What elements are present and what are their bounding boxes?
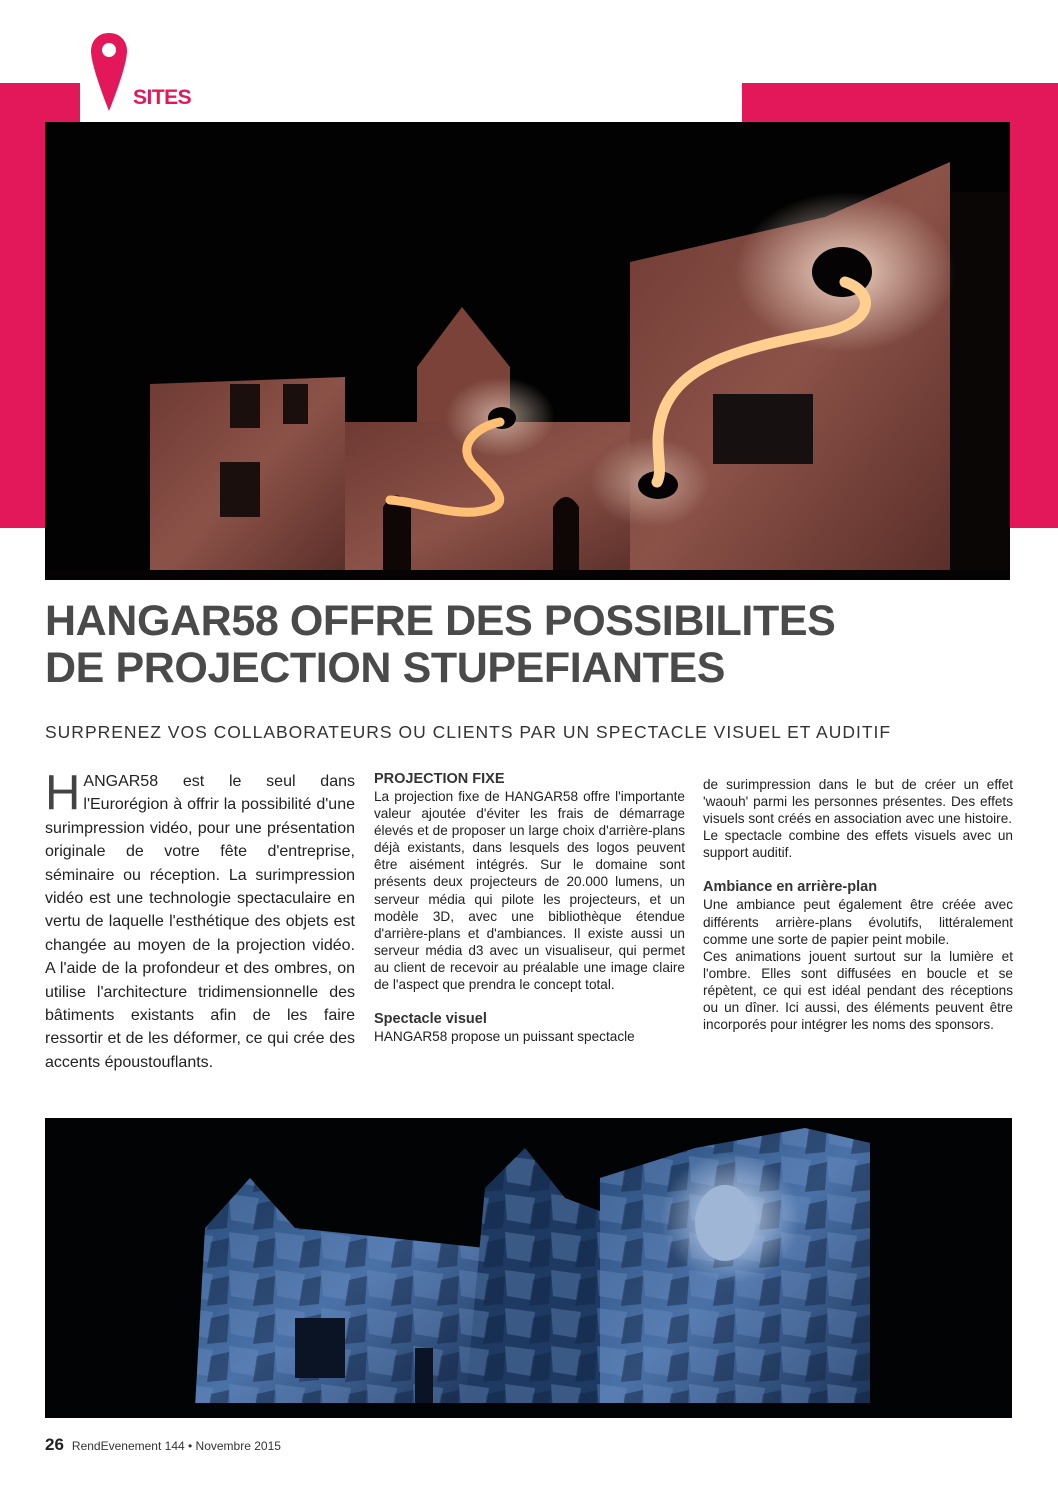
projection-fixe-text: La projection fixe de HANGAR58 offre l'importante valeur ajoutée d'éviter les frais de démarrage élevés et de proposer un large choix d'arrière-plans déjà existants, dans lesquels des logos peuvent être aisément intégrés. Sur le domaine sont présents deux projecteurs de 20.000 lumens, un serveur média qui pilote les projecteurs, et un modèle 3D, avec une bibliothèque étendue d'arrière-plans et d'ambiances. Il existe aussi un serveur média d3 avec un visualiseur, qui permet au client de recevoir au préalable une image claire de l'aspect que prendra le concept total. xyxy=(374,789,685,993)
headline-line-1: HANGAR58 OFFRE DES POSSIBILITES xyxy=(45,597,836,645)
intro-text: ANGAR58 est le seul dans l'Eurorégion à offrir la possibilité d'une surimpression vidéo, pour une présentation originale de votre fête d'entreprise, séminaire ou réception. La surimpression vidéo est une technologie spectaculaire en vertu de laquelle l'esthétique des objets est changée au moyen de la projection vidéo. A l'aide de la profondeur et des ombres, on utilise l'architecture tridimensionnelle des bâtiments existants afin de les faire ressortir et de les déformer, ce qui crée des accents époustouflants. xyxy=(45,773,355,1071)
dropcap: H xyxy=(45,766,81,820)
article-headline xyxy=(45,598,1005,692)
spectacle-visuel-text-part3: Le spectacle combine des effets visuels avec un support auditif. xyxy=(703,828,1013,861)
section-label: SITES xyxy=(133,86,192,109)
ambiance-text-1: Une ambiance peut également être créée avec différents arrière-plans évolutifs, littéralement comme une sorte de papier peint mobile. xyxy=(703,897,1013,947)
spectacle-visuel-text-part1: HANGAR58 propose un puissant spectacle xyxy=(374,1029,635,1045)
projection-photo-warm xyxy=(45,122,1010,580)
right-column xyxy=(703,776,1013,1033)
projection-photo-blue xyxy=(45,1118,1012,1418)
intro-column xyxy=(45,766,355,1074)
projection-fixe-heading: PROJECTION FIXE xyxy=(374,771,505,787)
ambiance-text-2: Ces animations jouent surtout sur la lumière et l'ombre. Elles sont diffusées en boucle et se répètent, ce qui est idéal pendant des réceptions ou un dîner. Ici aussi, des éléments peuvent être incorporés pour intégrer les noms des sponsors. xyxy=(703,948,1013,1033)
article-subheadline: SURPRENEZ VOS COLLABORATEURS OU CLIENTS PAR UN SPECTACLE VISUEL ET AUDITIF xyxy=(45,722,892,742)
middle-column xyxy=(374,770,685,1045)
headline-line-2: DE PROJECTION STUPEFIANTES xyxy=(45,644,726,692)
page-number: 26 xyxy=(45,1435,64,1454)
ambiance-heading: Ambiance en arrière-plan xyxy=(703,879,878,896)
publication-info: RendEvenement 144 • Novembre 2015 xyxy=(71,1439,281,1453)
spectacle-visuel-heading: Spectacle visuel xyxy=(374,1011,487,1028)
page-footer xyxy=(45,1435,281,1455)
map-pin-icon xyxy=(89,31,129,113)
spectacle-visuel-text-part2: de surimpression dans le but de créer un effet 'waouh' parmi les personnes présentes. Des effets visuels sont créés en association avec une histoire. xyxy=(703,777,1013,827)
